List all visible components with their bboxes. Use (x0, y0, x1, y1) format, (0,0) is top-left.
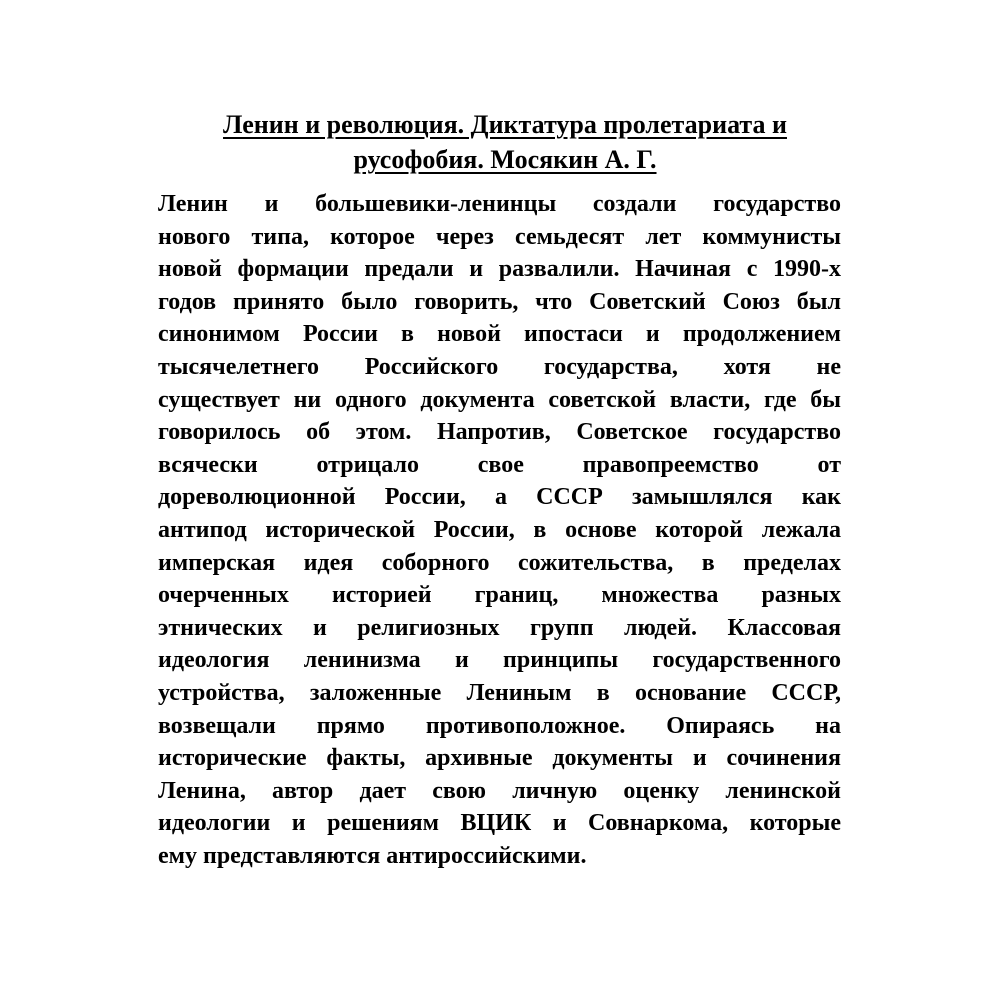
body-line: антипод исторической России, в основе которой лежала (158, 516, 841, 543)
document-body (158, 188, 841, 872)
body-line: синонимом России в новой ипостаси и продолжением (158, 321, 841, 348)
title-line: Ленин и революция. Диктатура пролетариата и (223, 110, 787, 139)
body-line: исторические факты, архивные документы и сочинения (158, 745, 841, 772)
body-line: идеологии и решениям ВЦИК и Совнаркома, которые (158, 810, 841, 837)
body-line: имперская идея соборного сожительства, в пределах (158, 549, 841, 576)
document-title (120, 107, 890, 177)
body-line: идеология ленинизма и принципы государственного (158, 647, 841, 674)
body-line: нового типа, которое через семьдесят лет коммунисты (158, 223, 841, 250)
body-line: новой формации предали и развалили. Начиная с 1990-х (158, 256, 841, 283)
body-line: этнических и религиозных групп людей. Классовая (158, 614, 841, 641)
body-line-last: ему представляются антироссийскими. (158, 842, 587, 869)
body-line: всячески отрицало свое правопреемство от (158, 451, 841, 478)
body-line: Ленина, автор дает свою личную оценку ленинской (158, 777, 841, 804)
body-line: говорилось об этом. Напротив, Советское государство (158, 419, 841, 446)
body-line: дореволюционной России, а СССР замышлялся как (158, 484, 841, 511)
body-line: возвещали прямо противоположное. Опираясь на (158, 712, 841, 739)
body-line: очерченных историей границ, множества разных (158, 582, 841, 609)
body-line: годов принято было говорить, что Советский Союз был (158, 288, 841, 315)
body-line: существует ни одного документа советской власти, где бы (158, 386, 841, 413)
body-line: Ленин и большевики-ленинцы создали государство (158, 191, 841, 217)
body-line: тысячелетнего Российского государства, хотя не (158, 353, 841, 380)
title-line: русофобия. Мосякин А. Г. (353, 145, 657, 174)
body-line: устройства, заложенные Лениным в основание СССР, (158, 679, 841, 706)
